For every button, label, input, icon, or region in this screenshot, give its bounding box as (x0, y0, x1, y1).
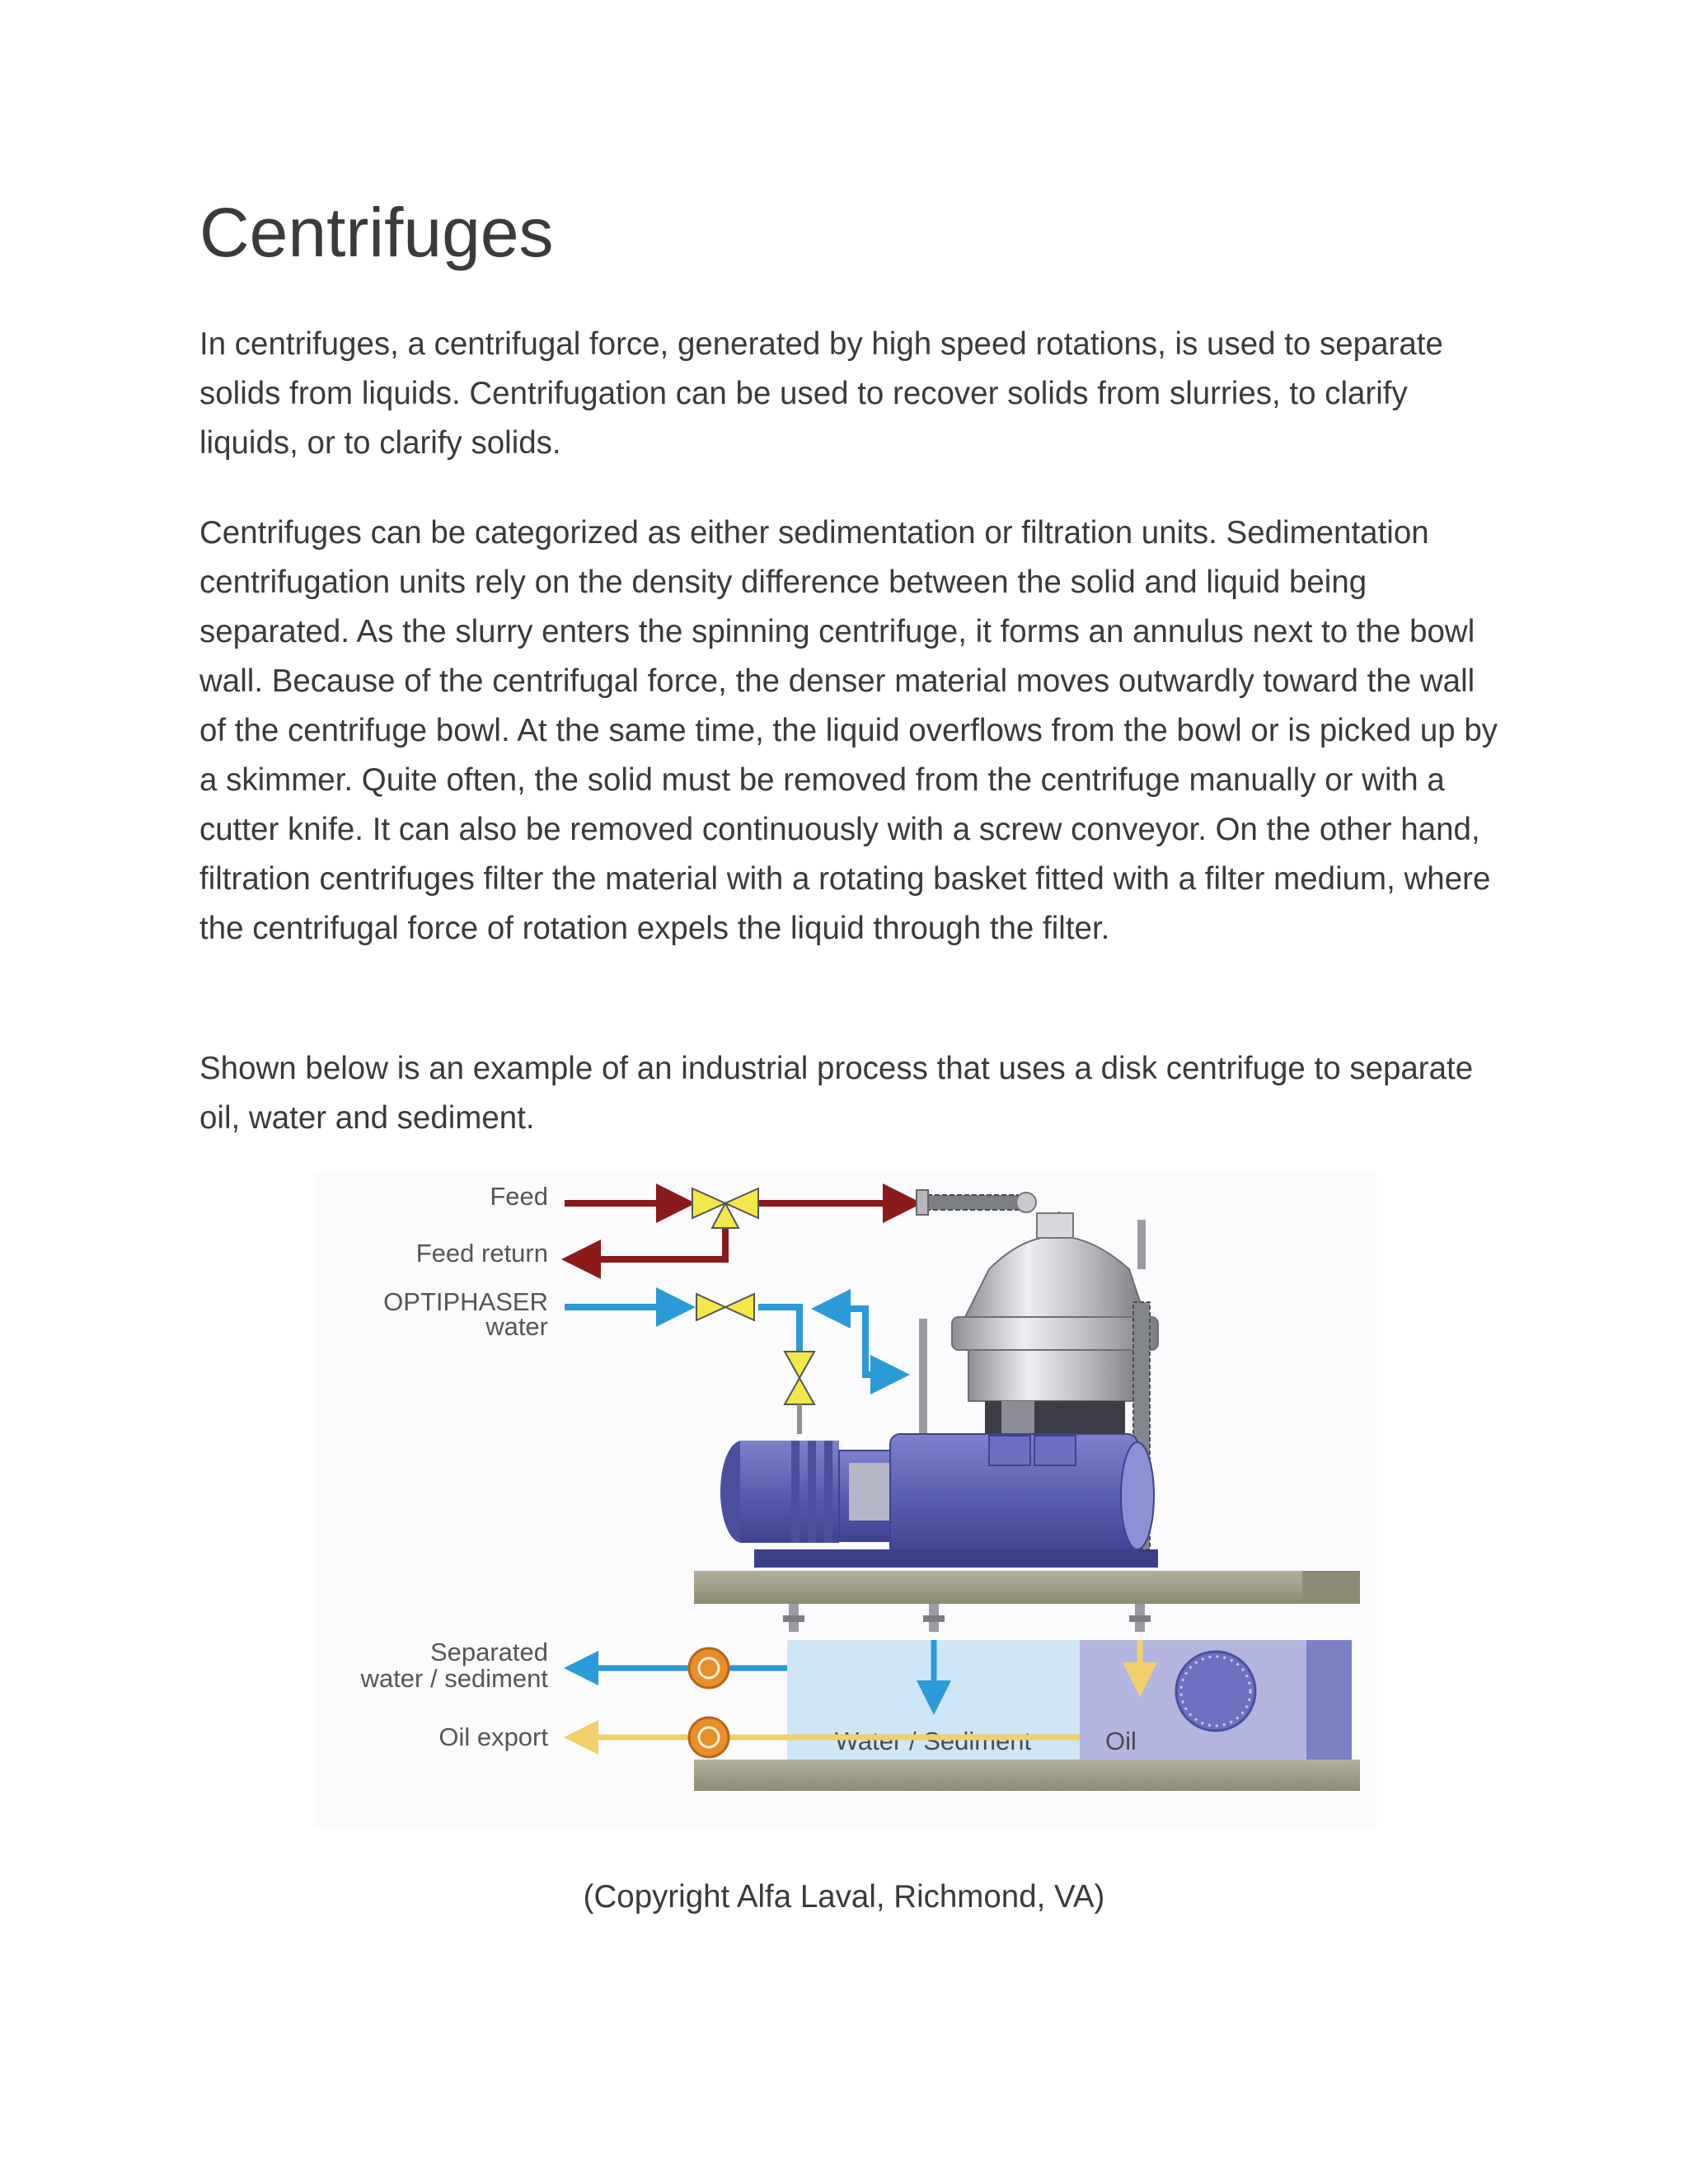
label-optiphaser: OPTIPHASER (383, 1287, 548, 1316)
page-title: Centrifuges (199, 194, 554, 271)
label-feed-return: Feed return (415, 1239, 548, 1268)
motor (720, 1441, 905, 1543)
label-separated-water-sediment: water / sediment (360, 1664, 548, 1693)
paragraph-example: Shown below is an example of an industrial process that uses a disk centrifuge to separate oil, water and sediment. (199, 1051, 1474, 1136)
oil-pump-icon (689, 1718, 729, 1757)
label-oil-export: Oil export (438, 1722, 548, 1751)
label-separated: Separated (429, 1638, 548, 1666)
label-tank-water-sediment: Water / Sediment (834, 1727, 1032, 1755)
upper-deck (694, 1571, 1360, 1604)
paragraph-intro: In centrifuges, a centrifugal force, generated by high speed rotations, is used to separate solids from liquids. Centrifugation can be used to recover solids from slurries, to clarify liquids, or to clarify solids. (199, 326, 1443, 461)
water-pump-icon (689, 1648, 729, 1688)
label-optiphaser-water: water (485, 1312, 548, 1341)
gear-housing (890, 1434, 1154, 1558)
figure-caption: (Copyright Alfa Laval, Richmond, VA) (583, 1879, 1105, 1915)
label-tank-oil: Oil (1105, 1727, 1137, 1755)
machine-base (754, 1549, 1158, 1568)
lower-deck (694, 1760, 1360, 1791)
paragraph-categories: Centrifuges can be categorized as either sedimentation or filtration units. Sedimentation centrifugation units rely on the density difference between the solid and liquid being separated. As the slurry enters the spinning centrifuge, it forms an annulus next to the bowl wall. Because of the centrifugal force, the denser material moves outwardly toward the wall of the centrifuge bowl. At the same time, the liquid overflows from the bowl or is picked up by a skimmer. Quite often, the solid must be removed from the centrifuge manually or with a cutter knife. It can also be removed continuously with a screw conveyor. On the other hand, filtration centrifuges filter the material with a rotating basket fitted with a filter medium, where the centrifugal force of rotation expels the liquid through the filter. (199, 515, 1498, 946)
centrifuge-process-diagram (313, 1170, 1376, 1830)
label-feed: Feed (490, 1182, 548, 1211)
